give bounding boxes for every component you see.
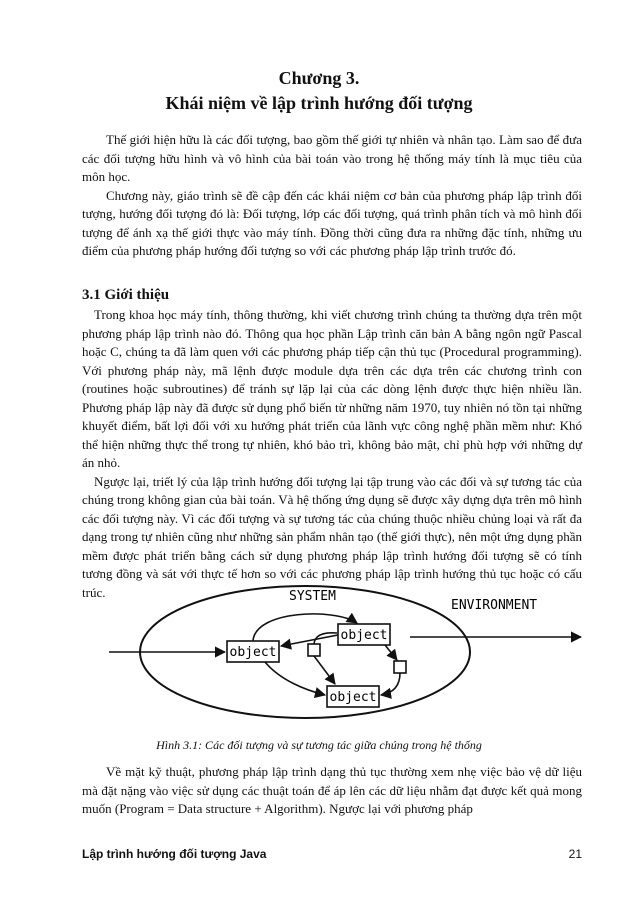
connector-box-1 [308,644,320,656]
intro-section [82,131,582,261]
after-paragraph-1: Về mặt kỹ thuật, phương pháp lập trình dạng thủ tục thường xem nhẹ việc bảo vệ dữ liệu mà đặt nặng vào việc sử dụng các thuật toán để áp lên các dữ liệu nhằm đạt được kết quả mong muốn (Program = Data structure + Algorithm). Ngược lại với phương pháp [82,764,582,816]
section-paragraph-2: Ngược lại, triết lý của lập trình hướng đối tượng lại tập trung vào các đối và sự tương tác của chúng trong không gian của bài toán. Và hệ thống ứng dụng sẽ được xây dựng dựa trên mô hình các đối tượng này. Vì các đối tượng và sự tương tác của chúng thuộc nhiều chủng loại và rất đa dạng trong tự nhiên cũng như những sản phẩm nhân tạo (thế giới thực), nên một ứng dụng phần mềm được phát triển bằng cách sử dụng phương pháp lập trình hướng đối tượng sẽ có tính tương đồng và sát với thực tế hơn so với các phương pháp lập trình hướng thủ tục hoặc có cấu trúc. [82,473,582,600]
chapter-heading [0,66,638,115]
object-left [227,641,279,662]
object-interaction-diagram [105,580,585,730]
section-heading: 3.1 Giới thiệu [82,287,170,303]
section-paragraph-1: Trong khoa học máy tính, thông thường, khi viết chương trình chúng ta thường dựa trên một phương pháp lập trình nào đó. Thông qua học phần Lập trình căn bản A bằng ngôn ngữ Pascal hoặc C, chúng ta đã làm quen với các phương pháp tiếp cận thủ tục (Procedural programming). Với phương pháp này, mã lệnh được module dựa trên các dựa trên các chương trình con (routines hoặc subroutines) để tránh sự lặp lại của các dòng lệnh được thực hiện nhiều lần. Phương pháp lập này đã được sử dụng phổ biến từ những năm 1970, tuy nhiên nó tồn tại những khuyết điểm, bất lợi đối với xu hướng phát triển của lãnh vực công nghệ phần mềm như: Khó thể hiện những thực thể trong tự nhiên, khó bảo trì, không bảo mật, chỉ phù hợp với những dự án nhỏ. [82,307,582,470]
figure-caption: Hình 3.1: Các đối tượng và sự tương tác giữa chúng trong hệ thống [156,738,482,752]
system-label: SYSTEM [289,589,336,604]
arrow-connector-to-bottom [314,656,335,684]
object-left-label: object [229,645,277,660]
connector-box-2 [394,661,406,673]
after-figure-section [82,763,582,819]
footer-book-title: Lập trình hướng đối tượng Java [82,847,267,861]
intro-paragraph-2: Chương này, giáo trình sẽ đề cập đến các khái niệm cơ bản của phương pháp lập trình đối tượng, hướng đối tượng đó là: Đối tượng, lớp các đối tượng, quá trình phân tích và mô hình đối tượng để ánh xạ thế giới thực vào máy tính. Đồng thời cũng đưa ra những đặc tính, những ưu điểm của phương pháp hướng đối tượng so với các phương pháp lập trình trước đó. [82,187,582,258]
intro-paragraph-1: Thế giới hiện hữu là các đối tượng, bao gồm thế giới tự nhiên và nhân tạo. Làm sao để đưa các đối tượng hữu hình và vô hình của bài toán vào trong hệ thống máy tính là mục tiêu của môn học. [82,132,582,184]
section-3-1 [82,284,582,602]
page-footer [82,847,582,861]
arrow-left-to-bottom [265,662,325,695]
chapter-title: Khái niệm về lập trình hướng đối tượng [165,93,473,113]
object-bottom [327,686,379,707]
arrow-connector2-to-bottom [381,673,400,695]
environment-label: ENVIRONMENT [451,598,538,613]
object-bottom-label: object [329,690,377,705]
object-top [338,624,390,645]
arrow-top-to-connector2 [385,645,397,660]
footer-page-number: 21 [568,847,582,861]
chapter-number: Chương 3. [278,68,360,88]
object-top-label: object [340,628,388,643]
